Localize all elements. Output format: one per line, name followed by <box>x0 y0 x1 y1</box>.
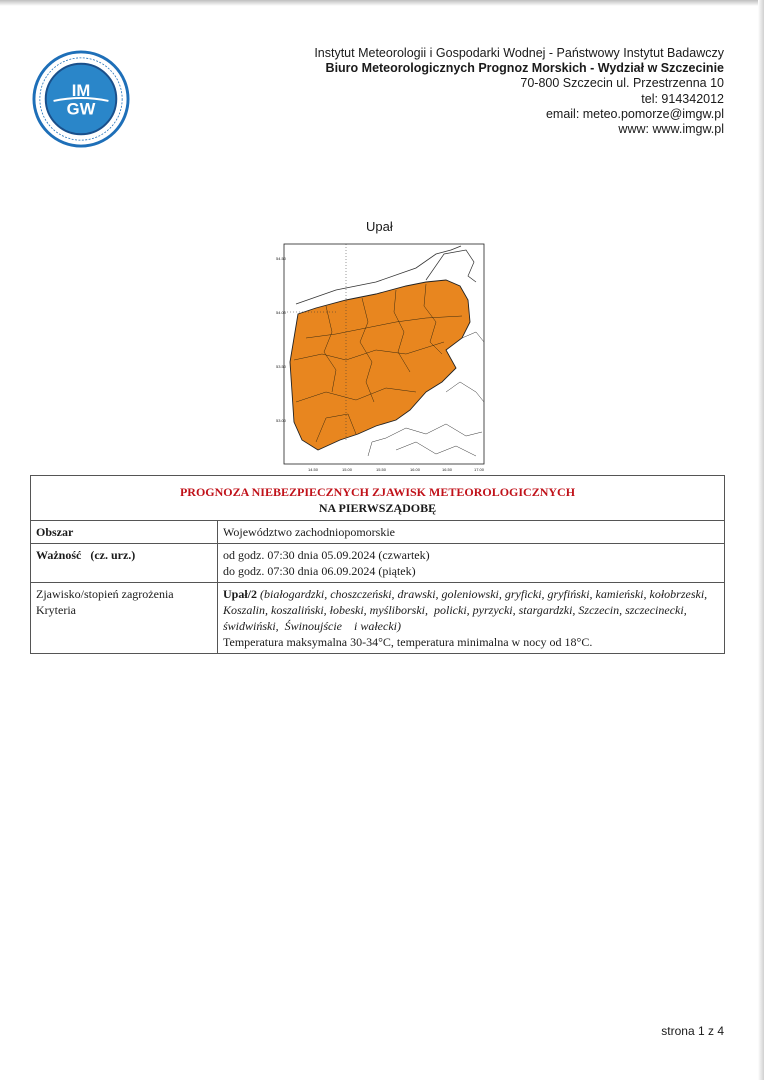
x-tick-label: 16.00 <box>410 467 421 472</box>
phone: tel: 914342012 <box>641 91 724 106</box>
phenomenon-label: Zjawisko/stopień zagrożenia <box>36 587 174 601</box>
website: www: www.imgw.pl <box>618 122 724 137</box>
address: 70-800 Szczecin ul. Przestrzenna 10 <box>520 76 724 91</box>
criteria-label: Kryteria <box>36 603 76 617</box>
row-value-validity <box>218 544 725 583</box>
scan-right-edge <box>758 0 764 1080</box>
table-title-line2: NA PIERWSZĄDOBĘ <box>318 501 437 515</box>
page-number: strona 1 z 4 <box>661 1024 724 1038</box>
institute-header <box>314 46 724 137</box>
x-tick-label: 15.00 <box>342 467 353 472</box>
table-row <box>31 583 725 654</box>
county-list: (białogardzki, choszczeński, drawski, goleniowski, gryficki, gryfiński, kamieński, kołobrzeski, Koszalin, koszaliński, łobeski, myśliborski, policki, pyrzycki, stargardzki, Szczecin, szczecinecki, świdwiński, Świnoujście i wałecki) <box>223 587 711 633</box>
y-tick-label: 53.50 <box>276 364 287 369</box>
phenomenon-text <box>223 586 719 634</box>
validity-to: do godz. 07:30 dnia 06.09.2024 (piątek) <box>223 564 416 578</box>
map-title: Upał <box>366 219 393 234</box>
warning-map <box>276 242 490 472</box>
x-tick-label: 14.50 <box>308 467 319 472</box>
row-value-area: Województwo zachodniopomorskie <box>218 521 725 544</box>
institute-name: Instytut Meteorologii i Gospodarki Wodnej - Państwowy Instytut Badawczy <box>314 46 724 60</box>
svg-text:IM: IM <box>71 81 91 101</box>
y-tick-label: 53.00 <box>276 418 287 423</box>
y-tick-label: 54.00 <box>276 310 287 315</box>
x-tick-label: 16.50 <box>442 467 453 472</box>
row-label-area: Obszar <box>31 521 218 544</box>
x-tick-label: 15.50 <box>376 467 387 472</box>
row-label-validity: Ważność (cz. urz.) <box>31 544 218 583</box>
warning-table <box>30 475 725 654</box>
y-tick-label: 54.50 <box>276 256 287 261</box>
validity-from: od godz. 07:30 dnia 05.09.2024 (czwartek) <box>223 548 430 562</box>
svg-text:GW: GW <box>66 99 96 119</box>
criteria-text: Temperatura maksymalna 30-34°C, temperatura minimalna w nocy od 18°C. <box>223 635 593 649</box>
table-title <box>31 476 725 521</box>
imgw-logo <box>32 50 130 148</box>
scan-top-edge <box>0 0 764 6</box>
warning-level: Upał/2 <box>223 587 258 601</box>
table-title-line1: PROGNOZA NIEBEZPIECZNYCH ZJAWISK METEOROLOGICZNYCH <box>179 485 576 499</box>
row-value-phenomenon <box>218 583 725 654</box>
table-row <box>31 521 725 544</box>
table-row <box>31 544 725 583</box>
row-label-phenomenon <box>31 583 218 654</box>
office-name: Biuro Meteorologicznych Prognoz Morskich - Wydział w Szczecinie <box>325 61 724 76</box>
x-tick-label: 17.00 <box>474 467 485 472</box>
email: email: meteo.pomorze@imgw.pl <box>545 106 724 121</box>
